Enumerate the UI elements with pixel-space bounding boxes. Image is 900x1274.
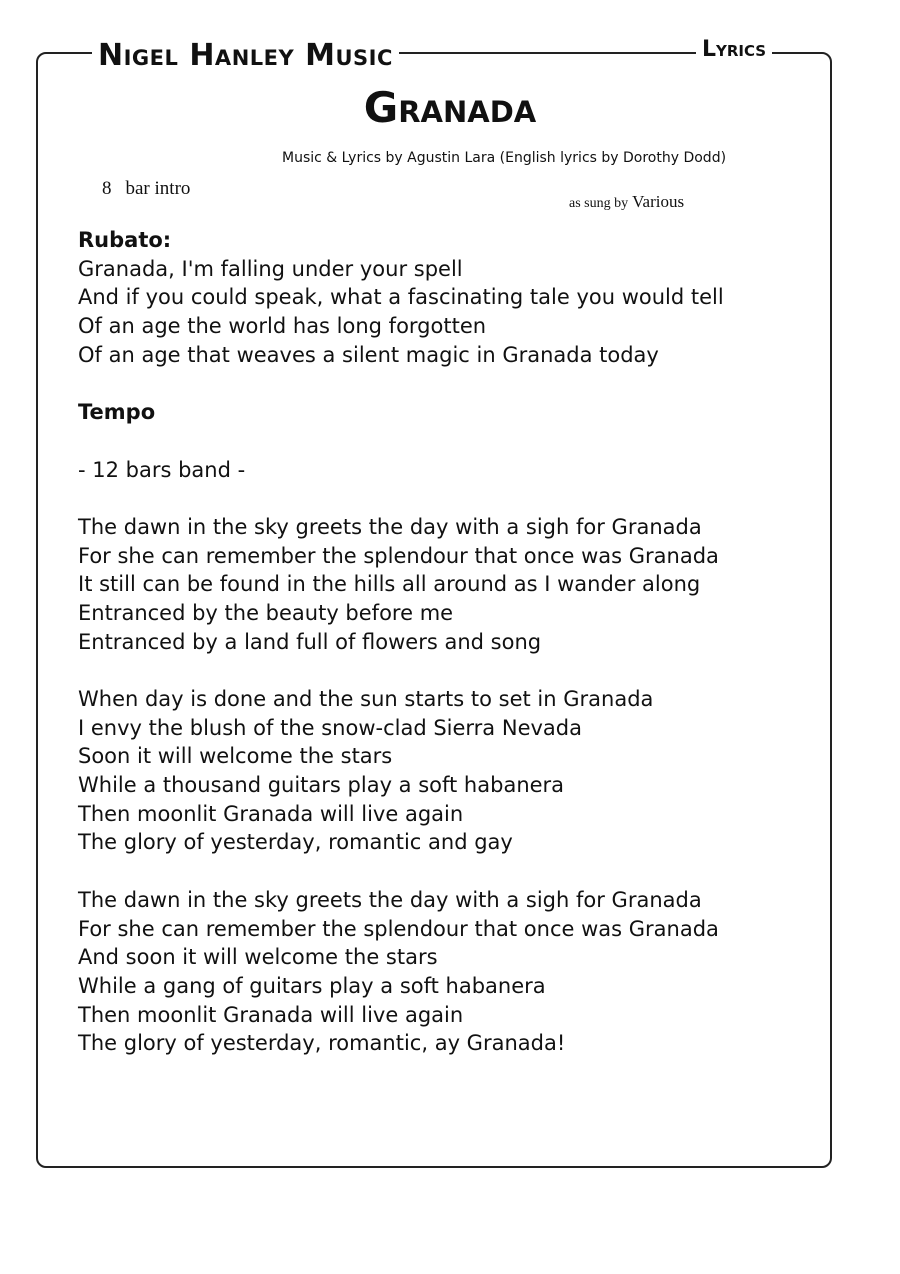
lyric-line: Entranced by the beauty before me	[78, 600, 454, 625]
brand-title: Nigel Hanley Music	[92, 36, 399, 76]
section-label: Lyrics	[696, 34, 772, 66]
lyric-line: For she can remember the splendour that once was Granada	[78, 916, 719, 941]
lyric-line: The glory of yesterday, romantic, ay Granada!	[78, 1031, 566, 1056]
song-credits: Music & Lyrics by Agustin Lara (English lyrics by Dorothy Dodd)	[282, 150, 727, 166]
song-title: Granada	[363, 83, 537, 132]
lyric-line: For she can remember the splendour that once was Granada	[78, 543, 719, 568]
lyric-line: And if you could speak, what a fascinating tale you would tell	[78, 285, 724, 310]
intro-note	[102, 177, 190, 201]
lyric-line: While a gang of guitars play a soft habanera	[78, 973, 546, 998]
lyric-line: While a thousand guitars play a soft habanera	[78, 773, 565, 798]
sung-by-label: as sung by	[569, 196, 629, 211]
lyric-line: The dawn in the sky greets the day with a sigh for Granada	[78, 887, 702, 912]
sung-by-value: Various	[632, 192, 685, 211]
intro-label: bar intro	[125, 178, 191, 199]
lyric-line: When day is done and the sun starts to set in Granada	[78, 687, 654, 711]
lyric-line: The glory of yesterday, romantic and gay	[78, 830, 513, 855]
lyric-line: Of an age that weaves a silent magic in Granada today	[78, 342, 659, 367]
lyric-line: Granada, I'm falling under your spell	[78, 256, 463, 281]
lyric-line: Then moonlit Granada will live again	[78, 801, 464, 826]
lyric-line: The dawn in the sky greets the day with a sigh for Granada	[78, 514, 702, 539]
lyric-line: Soon it will welcome the stars	[78, 744, 393, 769]
lyric-line: Entranced by a land full of flowers and song	[78, 629, 542, 654]
lyric-line: Of an age the world has long forgotten	[78, 314, 487, 339]
lyric-line: Then moonlit Granada will live again	[78, 1002, 464, 1027]
lyric-line: And soon it will welcome the stars	[78, 945, 438, 970]
sung-by	[569, 190, 684, 216]
lyrics-body	[78, 226, 818, 1058]
rubato-heading: Rubato:	[78, 228, 172, 252]
tempo-heading: Tempo	[78, 400, 156, 425]
band-note: - 12 bars band -	[78, 457, 246, 482]
lyric-line: It still can be found in the hills all around as I wander along	[78, 572, 701, 597]
lyric-line: I envy the blush of the snow-clad Sierra Nevada	[78, 715, 582, 740]
intro-bars: 8	[102, 178, 112, 199]
